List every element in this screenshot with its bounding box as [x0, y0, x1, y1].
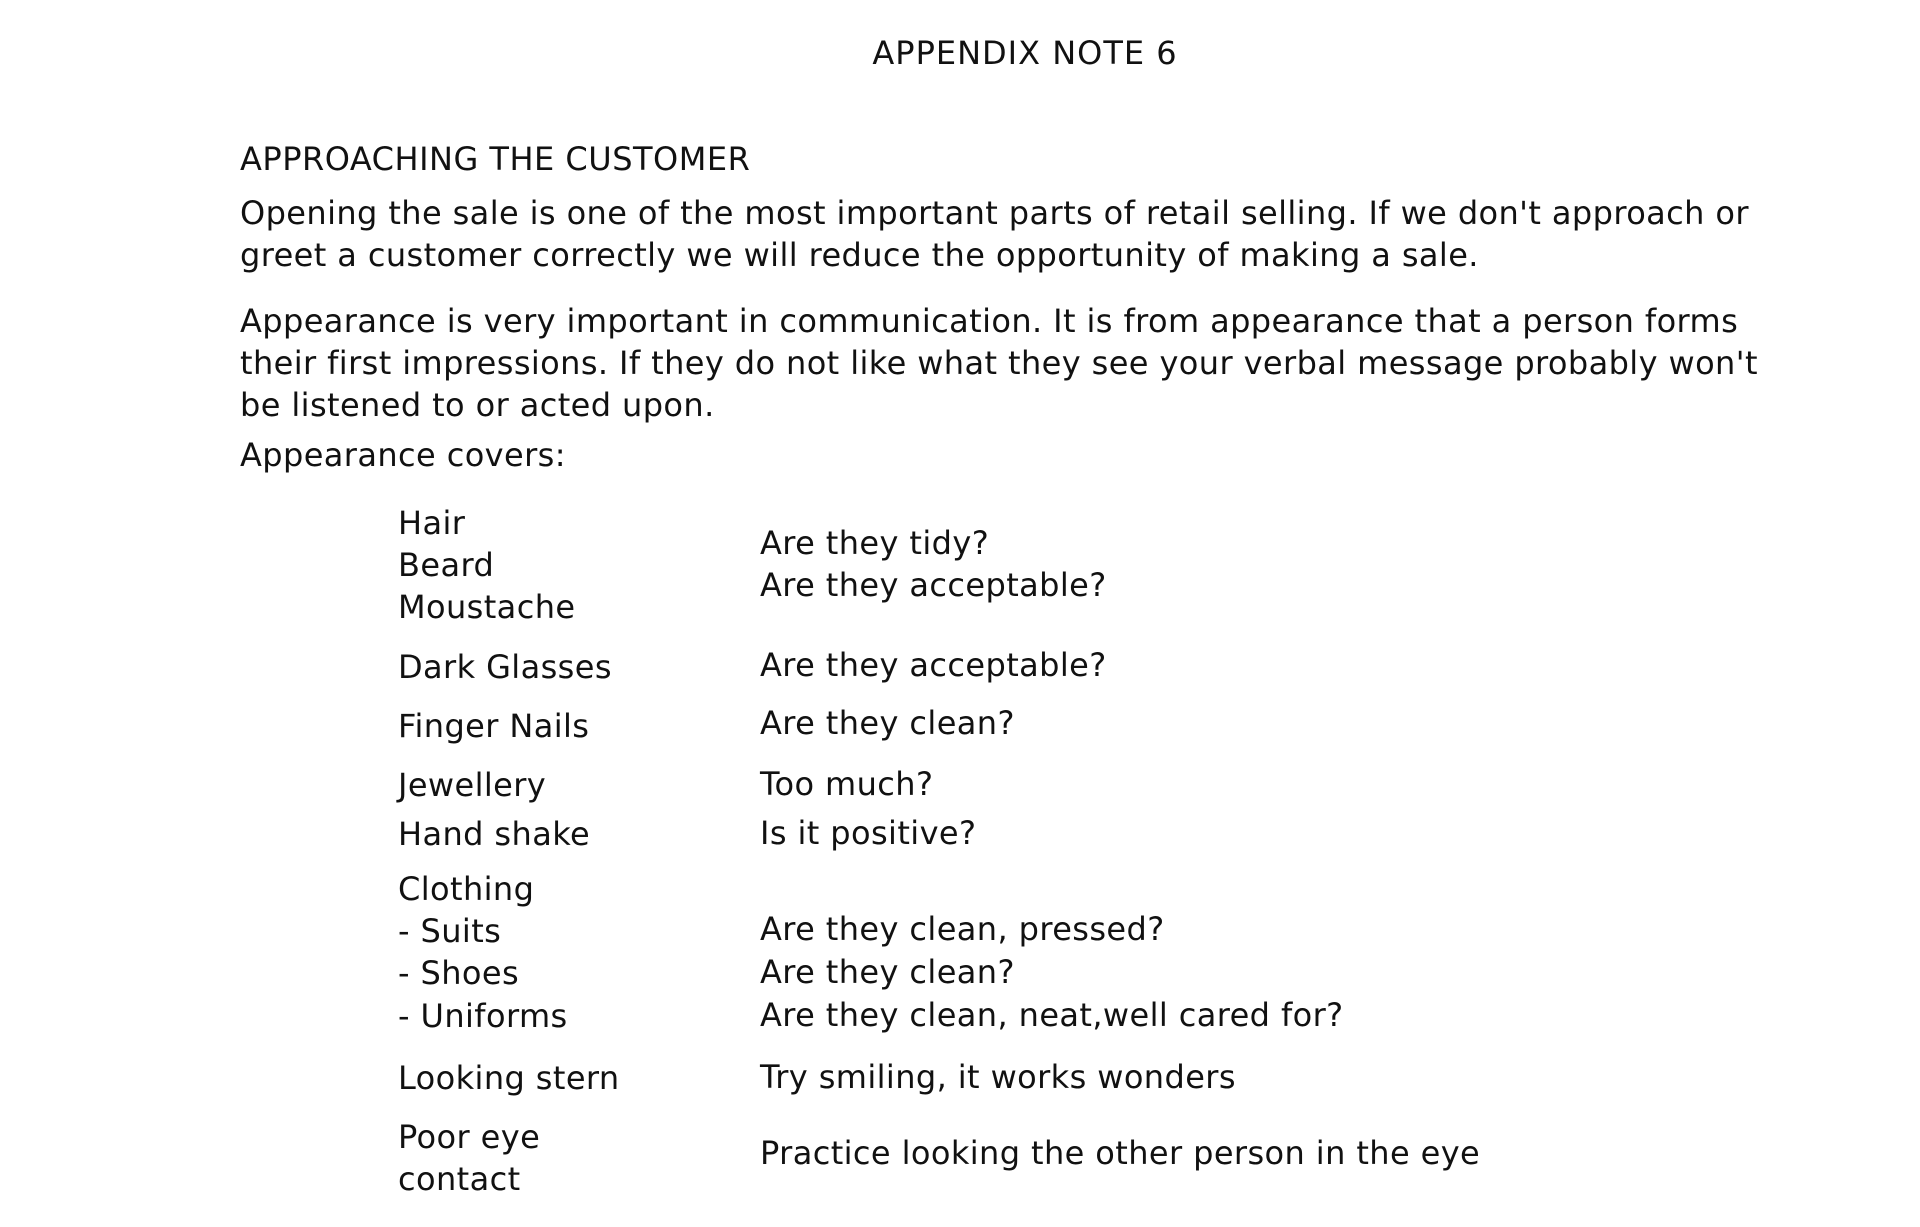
checklist-item: - Shoes: [398, 954, 520, 992]
checklist-desc: Are they clean, neat,well cared for?: [760, 996, 1344, 1034]
checklist-item: Dark Glasses: [398, 648, 612, 686]
checklist-item: Moustache: [398, 588, 576, 626]
checklist-desc: Try smiling, it works wonders: [760, 1058, 1236, 1096]
checklist-item: Jewellery: [398, 766, 547, 804]
checklist-desc: Are they clean?: [760, 953, 1015, 991]
checklist-item: - Uniforms: [398, 997, 568, 1035]
checklist-desc: Are they clean?: [760, 704, 1015, 742]
checklist-item: - Suits: [398, 912, 502, 950]
checklist-item: Poor eye: [398, 1118, 541, 1156]
checklist-item: Hair: [398, 504, 466, 542]
appendix-title: APPENDIX NOTE 6: [872, 34, 1178, 72]
checklist-item: Beard: [398, 546, 495, 584]
checklist-desc: Are they clean, pressed?: [760, 910, 1165, 948]
checklist-desc: Are they acceptable?: [760, 646, 1107, 684]
checklist-item: Hand shake: [398, 815, 591, 853]
checklist-desc: Are they acceptable?: [760, 566, 1107, 604]
checklist-desc: Is it positive?: [760, 814, 977, 852]
checklist-item: contact: [398, 1160, 521, 1198]
checklist-desc: Too much?: [760, 765, 934, 803]
checklist-desc: Practice looking the other person in the eye: [760, 1134, 1481, 1172]
section-heading: APPROACHING THE CUSTOMER: [240, 140, 751, 178]
checklist-item: Finger Nails: [398, 707, 590, 745]
checklist-desc: Are they tidy?: [760, 524, 990, 562]
paragraph-appearance: Appearance is very important in communication. It is from appearance that a person forms their first impressions. If they do not like what they see your verbal message probably won't be listened to or acted upon.: [240, 302, 1758, 424]
checklist-item: Clothing: [398, 870, 535, 908]
paragraph-opening: Opening the sale is one of the most important parts of retail selling. If we don't approach or greet a customer correctly we will reduce the opportunity of making a sale.: [240, 194, 1749, 274]
checklist-item: Looking stern: [398, 1059, 620, 1097]
paragraph-covers: Appearance covers:: [240, 436, 566, 474]
